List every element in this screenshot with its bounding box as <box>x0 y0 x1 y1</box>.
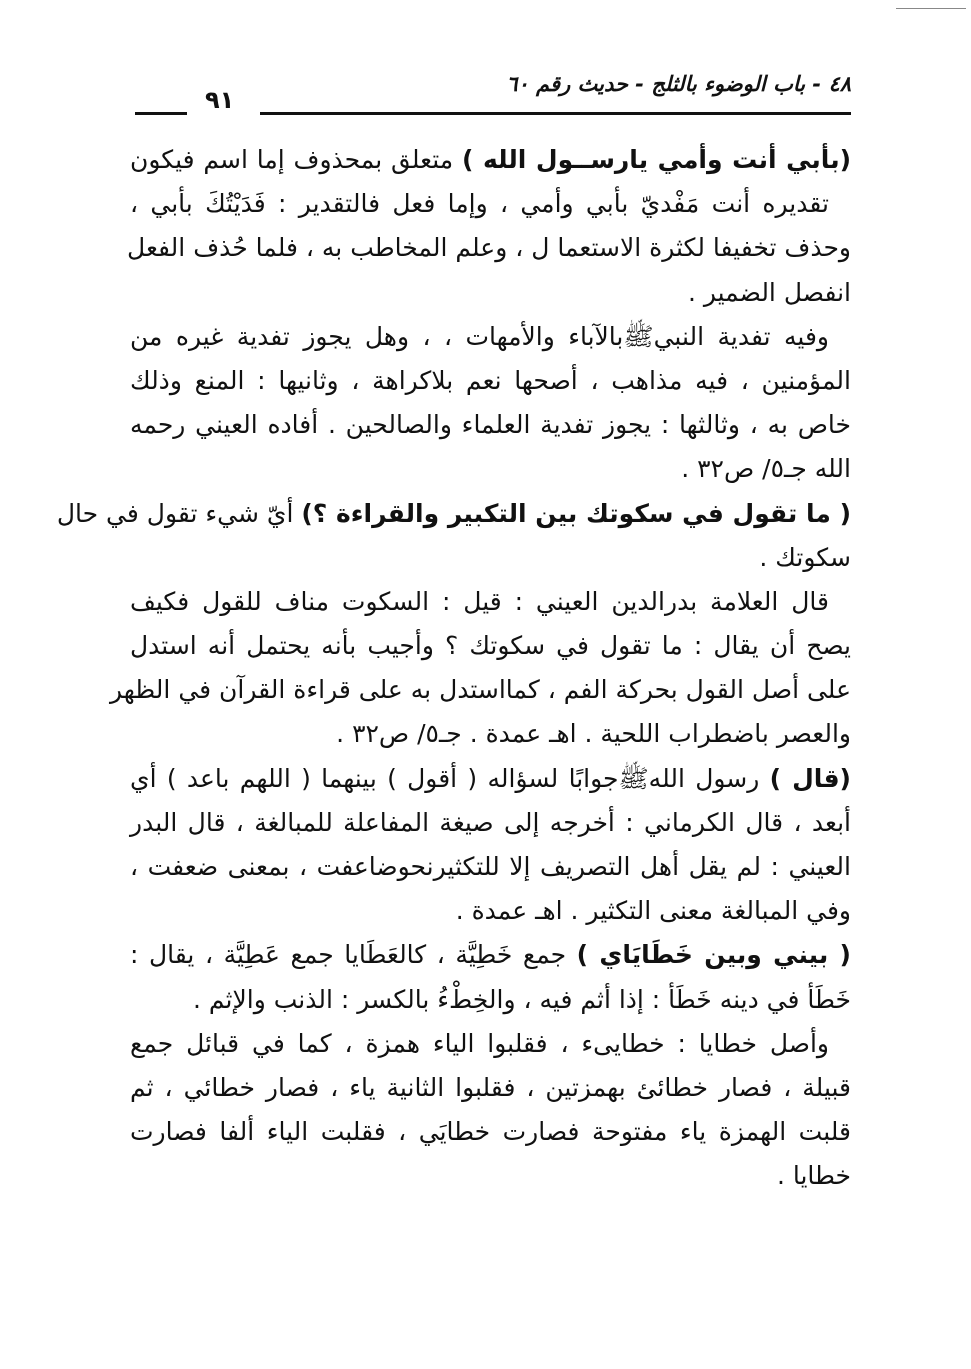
line-text: وفيه تفدية النبيﷺبالآباء والأمهات ، ، وهل يجوز تفدية غيره من <box>130 321 829 351</box>
line-text: يصح أن يقال : ما تقول في سكوتك ؟ وأجيب بأنه يحتمل أنه استدل <box>130 631 851 661</box>
body-line <box>130 1110 851 1154</box>
line-text: أيّ شيء تقول في حال <box>56 498 302 528</box>
bold-phrase: (قال ) <box>769 763 851 793</box>
body-line <box>130 315 851 359</box>
line-text: وفي المبالغة معنى التكثير . اهـ عمدة . <box>455 896 851 926</box>
line-text: قلبت الهمزة ياء مفتوحة فصارت خطايَي ، فقلبت الياء ألفا فصارت <box>130 1117 851 1147</box>
body-line <box>130 580 851 624</box>
body-line <box>130 536 851 580</box>
line-text: انفصل الضمير . <box>687 277 851 307</box>
line-text: العيني : لم يقل أهل التصريف إلا للتكثيرنحوضاعفت ، بمعنى ضعفت ، <box>130 852 851 881</box>
running-head: ٤٨ - باب الوضوء بالثلج - حديث رقم ٦٠ <box>506 72 851 96</box>
body-line <box>130 403 851 447</box>
body-line <box>56 492 851 536</box>
body-line <box>130 712 851 756</box>
page-header <box>135 68 851 124</box>
body-line <box>130 271 851 315</box>
bold-phrase: (بأبي أنت وأمي يارســول الله ) <box>461 145 852 174</box>
body-line <box>130 801 851 845</box>
body-line <box>130 933 851 977</box>
line-text: سكوتك . <box>759 542 851 572</box>
line-text: رسول اللهﷺجوابًا لسؤاله ( أقول ) بينهما ( اللهم باعد ) أي <box>130 763 770 793</box>
body-line <box>130 845 851 889</box>
line-text: الله جـ٥/ ص٣٢ . <box>681 454 851 484</box>
bold-phrase: ( بيني وبين خَطَايَاي ) <box>576 940 851 970</box>
page-number: ٩١ <box>205 86 235 114</box>
line-text: على أصل القول بحركة الفم ، كمااستدل به على قراءة القرآن في الظهر <box>109 675 851 705</box>
line-text: قال العلامة بدرالدين العيني : قيل : السكوت مناف للقول فكيف <box>130 586 829 616</box>
line-text: خطايا . <box>776 1161 851 1191</box>
line-text: خَطَأ في دينه خَطَأ : إذا أثم فيه ، والخِطْءُ بالكسر : الذنب والإثم . <box>193 984 851 1014</box>
body-line <box>130 138 851 182</box>
header-rule <box>260 112 851 115</box>
line-text: تقديره أنت مَفْديّ بأبي وأمي ، وإما فعل فالتقدير : فَدَيْتُكَ بأبي ، <box>130 189 829 219</box>
body-line <box>130 624 851 668</box>
header-rule-left <box>135 112 187 115</box>
line-text: وأصل خطايا : خطايىء ، فقلبوا الياء همزة ، كما في قبائل جمع <box>130 1028 829 1058</box>
body-line <box>109 668 851 712</box>
body-line <box>130 182 851 226</box>
page-body <box>56 138 852 1199</box>
line-text: أبعد ، قال الكرماني : أخرجه إلى صيغة المفاعلة للمبالغة ، قال البدر <box>130 807 851 837</box>
line-text: قبيلة ، فصار خطائئ بهمزتين ، فقلبوا الثانية ياء ، فصار خطائي ، ثم <box>130 1072 851 1102</box>
body-line <box>130 757 851 801</box>
body-line <box>130 1154 851 1198</box>
body-line <box>127 226 851 270</box>
line-text: المؤمنين ، فيه مذاهب ، أصحها نعم بلاكراهة ، وثانيها : المنع وذلك <box>130 365 851 395</box>
line-text: جمع خَطِيَّة ، كالعَطَايا جمع عَطِيَّة ، يقال : <box>130 940 577 970</box>
body-line <box>130 978 851 1022</box>
body-line <box>130 1066 851 1110</box>
line-text: والعصر باضطراب اللحية . اهـ عمدة . جـ٥/ ص٣٢ . <box>336 719 851 749</box>
body-line <box>130 359 851 403</box>
line-text: متعلق بمحذوف إما اسم فيكون <box>130 145 462 174</box>
body-line <box>130 447 851 491</box>
line-text: خاص به ، وثالثها : يجوز تفدية العلماء والصالحين . أفاده العيني رحمه <box>130 410 851 440</box>
corner-rule <box>896 8 966 9</box>
body-line <box>130 889 851 933</box>
line-text: وحذف تخفيفا لكثرة الاستعما ل ، وعلم المخاطب به ، فلما حُذف الفعل <box>127 233 851 263</box>
bold-phrase: ( ما تقول في سكوتك بين التكبير والقراءة ؟) <box>301 498 851 528</box>
body-line <box>130 1022 851 1066</box>
